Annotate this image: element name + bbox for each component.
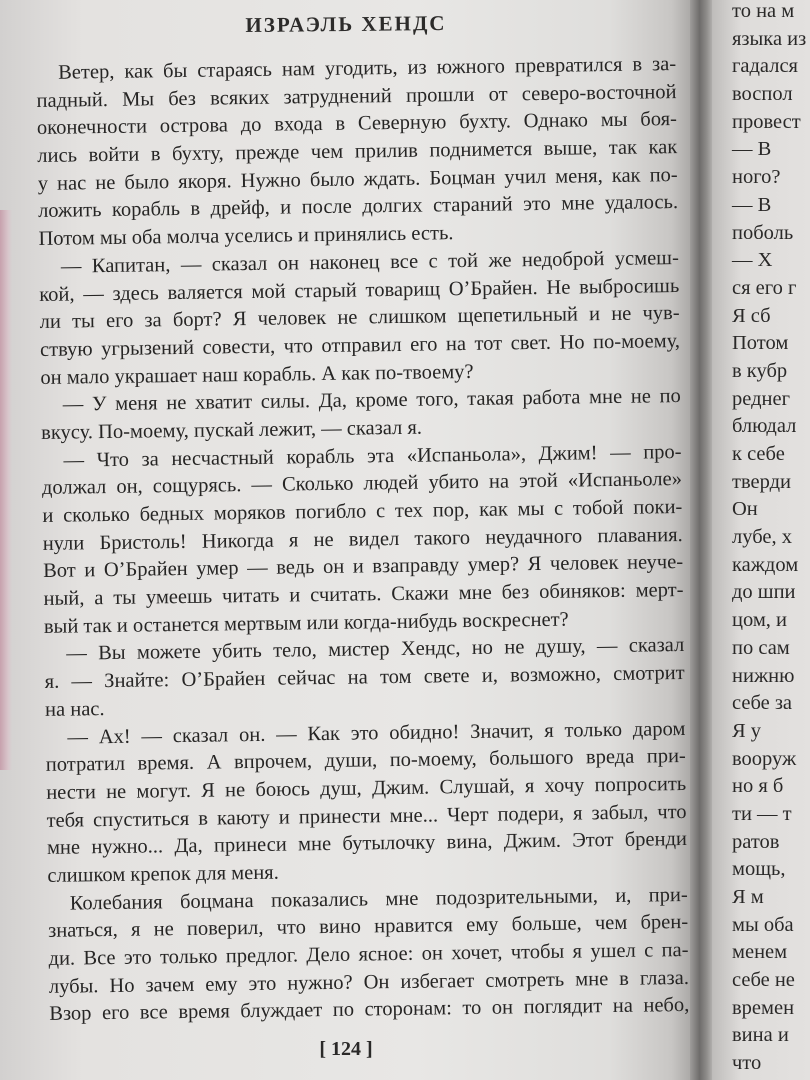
text-line: я. — Знайте: О’Брайен сейчас на том свете и, возможно, смотрит bbox=[44, 662, 685, 694]
text-line: и сколько бедных моряков погибло с тех пор, как мы с тобой поки- bbox=[42, 496, 683, 527]
right-text-line: цом, и bbox=[732, 609, 788, 632]
right-text-line: мощь, bbox=[732, 858, 786, 881]
chapter-title: ИЗРАЭЛЬ ХЕНДС bbox=[245, 10, 447, 38]
right-text-line: Потом bbox=[732, 332, 789, 355]
right-text-line: Я у bbox=[732, 719, 762, 742]
right-text-line: по сам bbox=[732, 636, 790, 659]
text-line: нули Бристоль! Никогда я не видел такого неудачного плавания. bbox=[42, 523, 683, 555]
page-number: [ 124 ] bbox=[319, 1038, 373, 1060]
text-line: мне нужно... Да, принеси мне бутылочку вина, Джим. Этот бренди bbox=[46, 828, 688, 860]
body-text bbox=[36, 51, 689, 1029]
text-line: ли ты его за борт? Я человек не слишком щепетильный и не чув- bbox=[39, 302, 680, 334]
right-text-line: менем bbox=[732, 941, 788, 964]
text-line: — Капитан, — сказал он наконец все с той же недоброй усмеш- bbox=[60, 246, 679, 278]
right-text-line: себе не bbox=[732, 969, 795, 992]
text-line: лись войти в бухту, прежде чем прилив поднимется выше, так как bbox=[37, 136, 678, 168]
right-text-line: языка из bbox=[732, 27, 807, 50]
right-text-line: — Х bbox=[732, 249, 773, 272]
bookmark-edge bbox=[0, 210, 12, 770]
right-text-line: нижню bbox=[732, 664, 795, 687]
right-text-line: Я сб bbox=[732, 304, 771, 327]
text-line: лубы. Но зачем ему это нужно? Он избегает смотреть мне в глаза. bbox=[48, 966, 690, 998]
right-text-line: каждом bbox=[732, 553, 799, 576]
text-line: тебя спуститься в каюту и принести мне... Черт подери, я забыл, что bbox=[46, 800, 687, 832]
right-text-line: в кубр bbox=[732, 359, 788, 382]
right-text-line: вина и bbox=[732, 1024, 789, 1047]
text-line: — У меня не хватит силы. Да, кроме того, такая работа мне не по bbox=[62, 385, 681, 416]
text-line: Колебания боцмана показались мне подозрительными, и, при- bbox=[69, 883, 688, 915]
right-text-line: но я б bbox=[732, 775, 784, 798]
text-line: ный, а ты умеешь читать и считать. Скажи мне без обиняков: мерт- bbox=[43, 579, 684, 611]
text-line: слишком крепок для меня. bbox=[47, 861, 279, 887]
text-line: ди. Все это только предлог. Дело ясное: он хочет, чтобы я ушел с па- bbox=[48, 938, 689, 970]
right-text-line: блюдал bbox=[732, 415, 797, 438]
text-line: Потом мы оба молча уселись и принялись есть. bbox=[38, 222, 454, 251]
text-line: Взор его все время блуждает по сторонам: то он поглядит на небо, bbox=[49, 994, 690, 1026]
text-line: вкусу. По-моему, пускай лежит, — сказал я. bbox=[41, 416, 423, 444]
right-text-line: воспол bbox=[732, 83, 793, 106]
text-line: должал он, сощурясь. — Сколько людей убито на этой «Испаньоле» bbox=[41, 468, 683, 500]
text-line: кой, — здесь валяется мой старый товарищ О’Брайен. Не выбросишь bbox=[39, 274, 680, 306]
text-line: — Ах! — сказал он. — Как это обидно! Значит, я только даром bbox=[67, 717, 686, 749]
right-text-line: к себе bbox=[732, 443, 785, 465]
right-text-line: гадался bbox=[732, 55, 798, 78]
right-text-line: — В bbox=[732, 193, 772, 216]
right-text-line: времен bbox=[732, 996, 795, 1019]
right-text-line: до шпи bbox=[732, 581, 796, 604]
right-text-line: мы оба bbox=[732, 913, 794, 936]
book-gutter bbox=[690, 0, 714, 1080]
right-text-line: провест bbox=[732, 110, 801, 133]
right-text-line: что bbox=[732, 1052, 762, 1075]
right-text-line: Я м bbox=[732, 886, 764, 908]
right-text-line: вооруж bbox=[732, 747, 797, 770]
text-line: Вот и О’Брайен умер — ведь он и взаправду умер? Я человек неуче- bbox=[42, 551, 684, 583]
text-line: нести не могут. Я не боюсь душ, Джим. Слушай, я хочу попросить bbox=[46, 772, 687, 804]
right-text-line: ратов bbox=[732, 830, 780, 853]
right-text-line: ся его г bbox=[732, 276, 797, 299]
right-text-line: поболь bbox=[732, 221, 794, 244]
right-page bbox=[712, 0, 810, 1080]
right-text-line: то на м bbox=[732, 0, 795, 22]
text-line: он мало украшает наш корабль. А как по-твоему? bbox=[40, 360, 474, 389]
text-line: Ветер, как бы стараясь нам угодить, из южного превратился в за- bbox=[58, 53, 677, 84]
right-text-line: Он bbox=[732, 498, 758, 521]
text-line: потратил время. А впрочем, души, по-моему, большого вреда при- bbox=[45, 745, 686, 777]
text-line: — Вы можете убить тело, мистер Хендс, но не душу, — сказал bbox=[66, 634, 685, 666]
text-line: падный. Мы без всяких затруднений прошли от северо-восточной bbox=[36, 80, 677, 112]
right-text-line: лубе, х bbox=[732, 526, 792, 549]
text-line: — Что за несчастный корабль эта «Испаньола», Джим! — про- bbox=[63, 440, 682, 472]
text-line: ложить корабль в дрейф, и после долгих стараний это мне удалось. bbox=[37, 191, 679, 223]
text-line: на нас. bbox=[44, 697, 105, 721]
right-text-line: ного? bbox=[732, 166, 781, 189]
text-line: вый так и останется мертвым или когда-нибудь воскреснет? bbox=[43, 608, 569, 638]
text-line: оконечности острова до входа в Северную бухту. Однако мы боя- bbox=[36, 108, 678, 140]
text-line: знаться, я не поверил, что вино нравится ему больше, чем брен- bbox=[48, 911, 689, 943]
right-text-line: — В bbox=[732, 138, 772, 161]
text-line: ствую угрызений совести, что отправил его на тот свет. Но по-моему, bbox=[39, 329, 681, 361]
text-line: у нас не было якоря. Нужно было ждать. Боцман учил меня, как по- bbox=[37, 163, 678, 195]
right-page-text bbox=[732, 0, 810, 1078]
right-text-line: ти — т bbox=[732, 802, 792, 825]
right-text-line: реднег bbox=[732, 387, 790, 410]
right-text-line: себе за bbox=[732, 692, 793, 715]
right-text-line: тверди bbox=[732, 470, 791, 493]
